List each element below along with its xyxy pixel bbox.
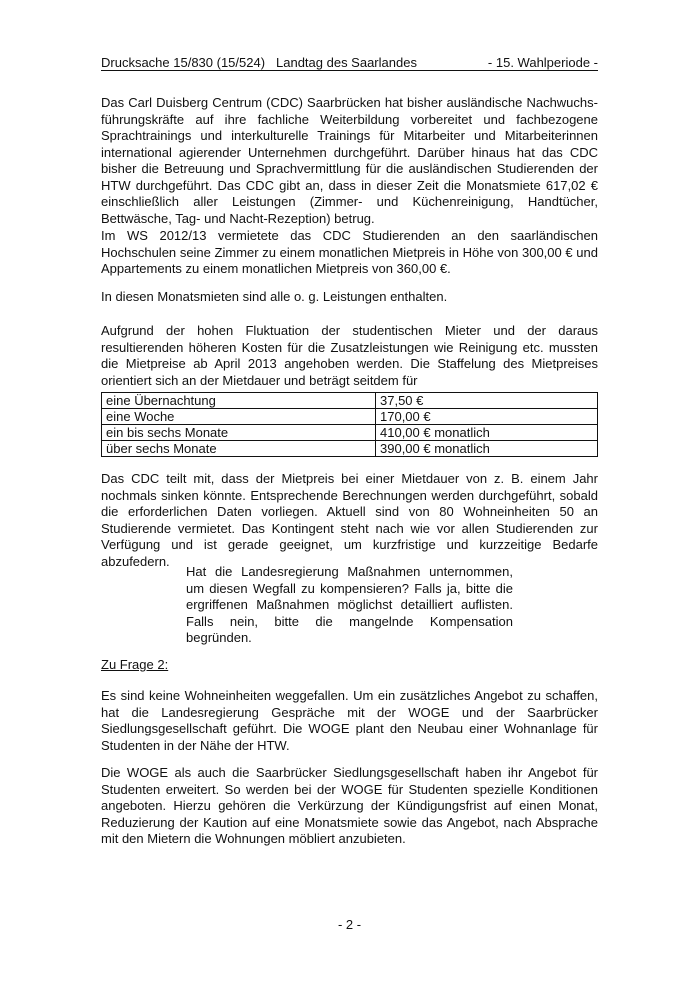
header-period: - 15. Wahlperiode - [487, 55, 598, 70]
table-cell-price: 410,00 € monatlich [376, 425, 598, 441]
section-heading-question-2: Zu Frage 2: [101, 657, 169, 672]
table-cell-price: 37,50 € [376, 393, 598, 409]
table-row [102, 393, 598, 409]
paragraph-included-services: In diesen Monatsmieten sind alle o. g. Leistungen enthalten. [101, 289, 448, 304]
document-header [101, 55, 598, 71]
header-parliament: Landtag des Saarlandes [276, 55, 417, 70]
table-row [102, 425, 598, 441]
page-number: - 2 - [337, 917, 362, 932]
header-document-number: Drucksache 15/830 (15/524) [101, 55, 266, 70]
question-text: Hat die Landesregierung Maßnahmen unternommen, um diesen Wegfall zu kompensieren? Falls ja, bitte die ergriffenen Maßnahmen möglichst detailliert auflisten. Falls nein, bitte die mangelnde Kompensation begründen. [186, 564, 513, 645]
table-cell-period: über sechs Monate [102, 441, 376, 457]
paragraph-price-increase: Aufgrund der hohen Fluktuation der studentischen Mieter und der daraus resultierenden höheren Kosten für die Zusatzleistungen wie Reinigung etc. mussten die Mietpreise ab April 2013 angehoben werden. Die Staffelung des Mietpreises orientiert sich an der Mietdauer und beträgt seitdem für [101, 323, 598, 388]
paragraph-rent-reduction: Das CDC teilt mit, dass der Mietpreis bei einer Mietdauer von z. B. einem Jahr nochmals sinken könnte. Entsprechende Berechnungen werden durchgeführt, sobald die erforderlichen Daten vorliegen. Aktuell sind von 80 Wohneinheiten 50 an Studierende vermietet. Das Kontingent steht nach wie vor allen Studierenden zur Verfügung und ist gerade geeignet, um kurzfristige und kurzzeitige Bedarfe abzufedern. [101, 471, 598, 569]
paragraph-woge-offers: Die WOGE als auch die Saarbrücker Siedlungsgesellschaft haben ihr Angebot für Studenten erweitert. So werden bei der WOGE für Studenten spezielle Konditionen angeboten. Hierzu gehören die Verkürzung der Kündigungsfrist auf einen Monat, Reduzierung der Kaution auf eine Monatsmiete sowie das Angebot, nach Absprache mit den Mietern die Wohnungen möbliert anzubieten. [101, 765, 598, 846]
table-cell-price: 170,00 € [376, 409, 598, 425]
header-rule [101, 70, 598, 71]
table-cell-price: 390,00 € monatlich [376, 441, 598, 457]
table-cell-period: eine Übernachtung [102, 393, 376, 409]
table-row [102, 409, 598, 425]
table-row [102, 441, 598, 457]
paragraph-ws-rents: Im WS 2012/13 vermietete das CDC Studierenden an den saarländischen Hochschulen seine Zimmer zu einem monatlichen Mietpreis in Höhe von 300,00 € und Appartements zu einem monatlichen Mietpreis von 360,00 €. [101, 228, 598, 276]
paragraph-no-units-lost: Es sind keine Wohneinheiten weggefallen. Um ein zusätzliches Angebot zu schaffen, hat die Landesregierung Gespräche mit der WOGE und der Saarbrücker Siedlungsgesellschaft geführt. Die WOGE plant den Neubau einer Wohnanlage für Studenten in der Nähe der HTW. [101, 688, 598, 753]
table-cell-period: eine Woche [102, 409, 376, 425]
paragraph-cdc-intro: Das Carl Duisberg Centrum (CDC) Saarbrücken hat bisher ausländische Nachwuchsführungskräfte auf ihre fachliche Weiterbildung vorbereitet und fachbezogene Sprachtrainings und interkulturelle Trainings für Mitarbeiter und Mitarbeiterinnen international agierender Unternehmen durchgeführt. Darüber hinaus hat das CDC bisher die Betreuung und Sprachvermittlung für die ausländischen Studierenden der HTW durchgeführt. Das CDC gibt an, dass in dieser Zeit die Monatsmiete 617,02 € einschließlich aller Leistungen (Zimmer- und Küchenreinigung, Handtücher, Bettwäsche, Tag- und Nacht-Rezeption) betrug. [101, 95, 598, 226]
price-table [101, 392, 598, 457]
table-cell-period: ein bis sechs Monate [102, 425, 376, 441]
